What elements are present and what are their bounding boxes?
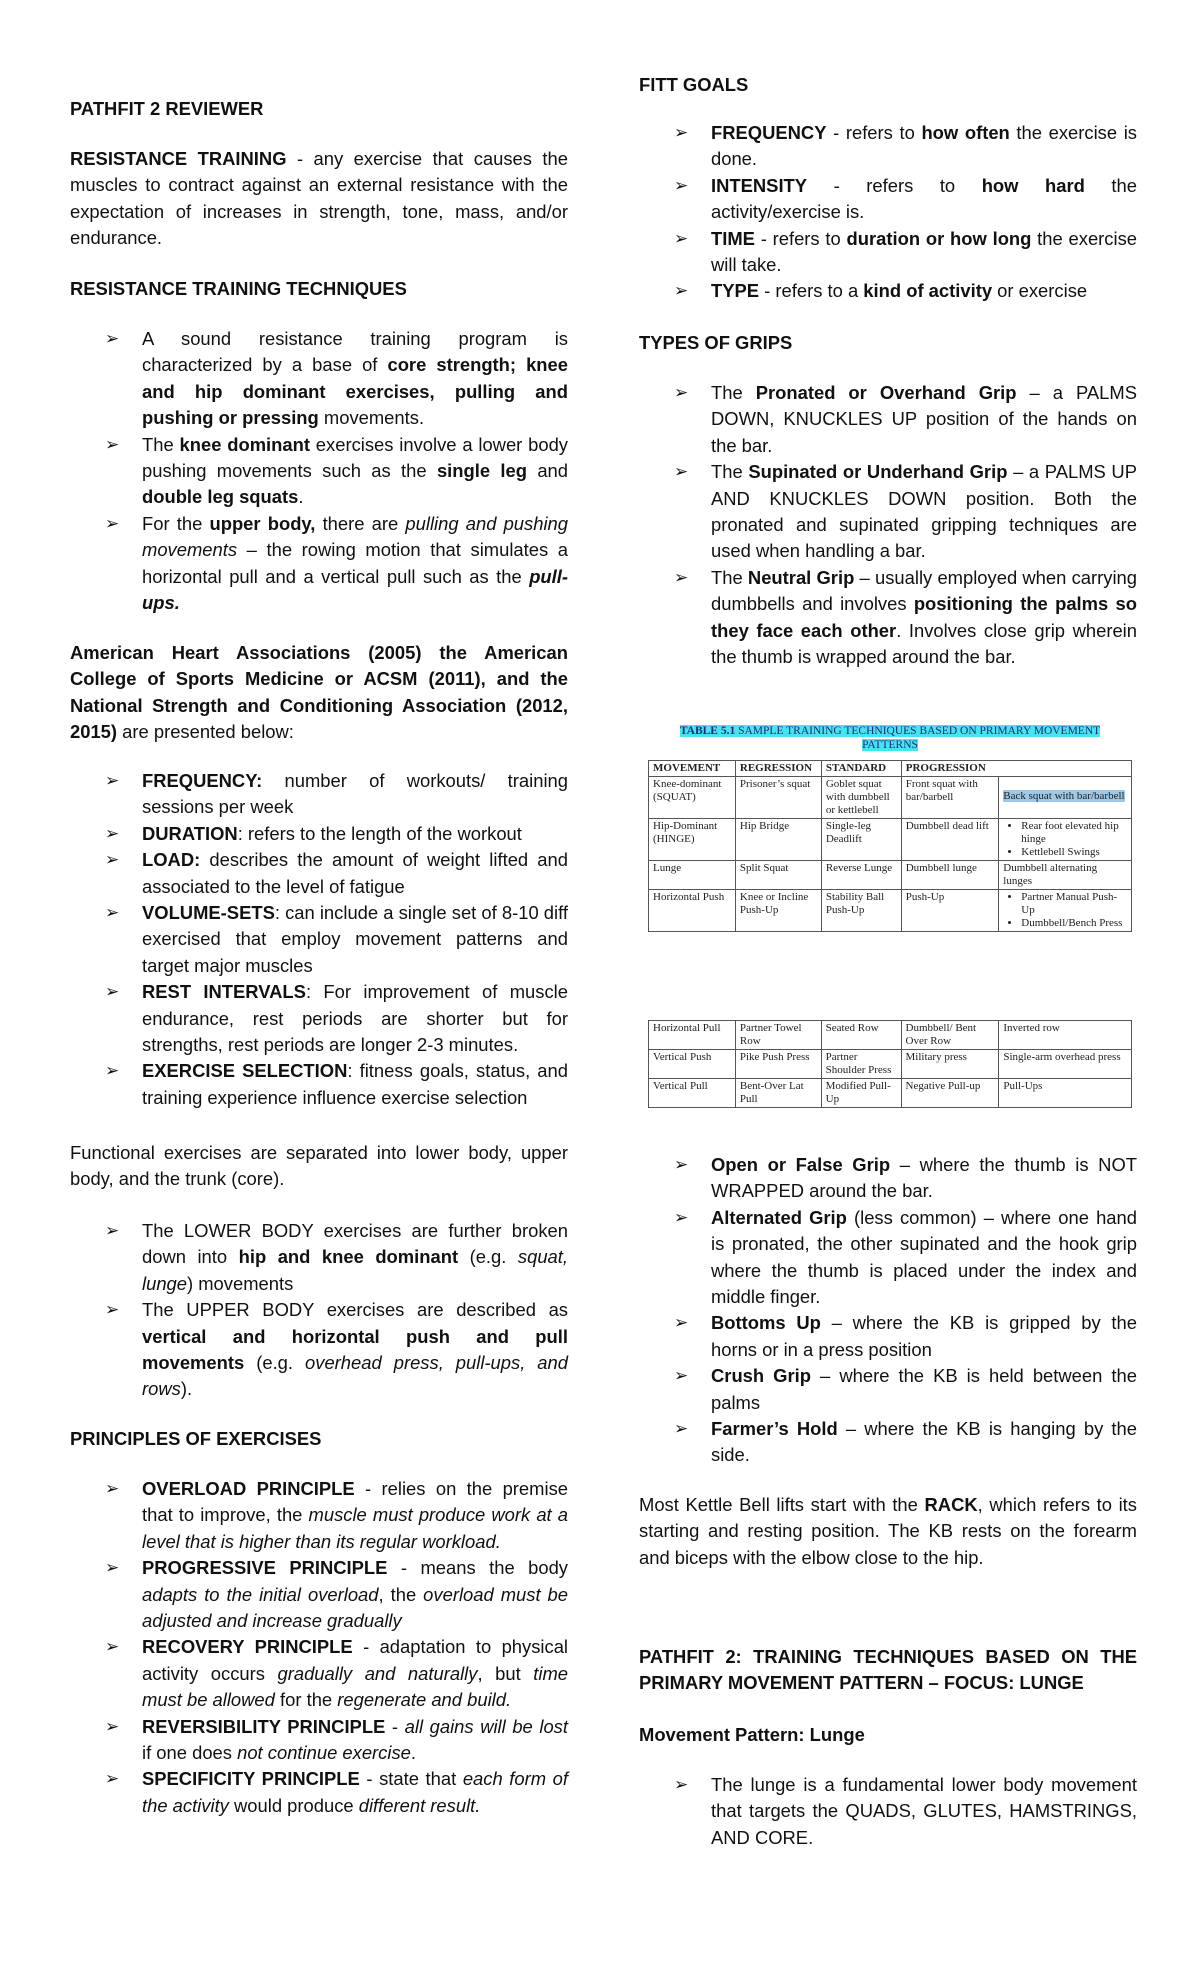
table-cell: Dumbbell alternating lunges [999, 861, 1132, 890]
arrow-bullet-icon: ➢ [105, 1716, 120, 1736]
table-cell [999, 777, 1132, 819]
list-item: ➢ Farmer’s Hold – where the KB is hanging by the side. [674, 1418, 1137, 1466]
list-item: ➢ The Supinated or Underhand Grip – a PALMS UP AND KNUCKLES DOWN position. Both the pronated and supinated gripping techniques are used when handling a bar. [674, 461, 1137, 562]
list-item: • Partner Manual Push-Up [1021, 891, 1127, 917]
arrow-bullet-icon: ➢ [105, 1479, 120, 1498]
arrow-bullet-icon: ➢ [105, 1061, 120, 1081]
arrow-bullet-icon: ➢ [105, 434, 120, 454]
principles-heading: PRINCIPLES OF EXERCISES [70, 1428, 322, 1449]
arrow-bullet-icon: ➢ [105, 513, 120, 533]
list-item: ➢ SPECIFICITY PRINCIPLE - state that each form of the activity would produce different result. [105, 1768, 569, 1816]
techniques-heading: RESISTANCE TRAINING TECHNIQUES [70, 278, 407, 299]
table-cell: Stability Ball Push-Up [821, 890, 901, 932]
table-cell: Horizontal Pull [649, 1021, 736, 1050]
grips-heading: TYPES OF GRIPS [639, 332, 793, 353]
arrow-bullet-icon: ➢ [674, 1155, 689, 1174]
list-item: ➢ REST INTERVALS: For improvement of muscle endurance, rest periods are shorter but for strengths, rest periods are longer 2-3 minutes. [105, 981, 568, 1056]
table-row [649, 1079, 1132, 1108]
movement-table [648, 760, 1132, 932]
table-cell: Hip Bridge [735, 819, 821, 861]
movement-pattern-heading: Movement Pattern: Lunge [639, 1724, 865, 1745]
arrow-bullet-icon: ➢ [674, 228, 689, 248]
arrow-bullet-icon: ➢ [105, 329, 120, 348]
arrow-bullet-icon: ➢ [674, 1207, 689, 1227]
resistance-training-definition: RESISTANCE TRAINING - any exercise that causes the muscles to contract against an external resistance with the expectation of increases in strength, tone, mass, and/or endurance. [70, 148, 568, 249]
list-item: ➢ OVERLOAD PRINCIPLE - relies on the premise that to improve, the muscle must produce work at a level that is higher than its regular workload. [105, 1478, 568, 1552]
principles-list [70, 1476, 568, 1819]
table-caption: TABLE 5.1 SAMPLE TRAINING TECHNIQUES BASED ON PRIMARY MOVEMENT PATTERNS [679, 725, 1101, 751]
fitt-heading: FITT GOALS [639, 74, 749, 95]
table-cell: Dumbbell dead lift [901, 819, 999, 861]
table-row [649, 777, 1132, 819]
more-grips-list [639, 1152, 1137, 1469]
table-cell: Reverse Lunge [821, 861, 901, 890]
arrow-bullet-icon: ➢ [674, 1366, 689, 1386]
list-item: ➢ The lunge is a fundamental lower body movement that targets the QUADS, GLUTES, HAMSTRINGS, AND CORE. [674, 1774, 1137, 1848]
table-cell: Hip-Dominant (HINGE) [649, 819, 736, 861]
table-header-cell: MOVEMENT [649, 761, 736, 777]
list-item: ➢ The Pronated or Overhand Grip – a PALMS DOWN, KNUCKLES UP position of the hands on the bar. [674, 382, 1137, 456]
list-item: • Rear foot elevated hip hinge [1021, 820, 1127, 846]
arrow-bullet-icon: ➢ [674, 1775, 689, 1794]
list-item: ➢ FREQUENCY: number of workouts/ training sessions per week [105, 770, 568, 818]
table-header-cell: REGRESSION [735, 761, 821, 777]
body-exercises-list [70, 1218, 568, 1403]
arrow-bullet-icon: ➢ [105, 982, 120, 1002]
table-cell [999, 890, 1132, 932]
table-cell: Pull-Ups [999, 1079, 1132, 1108]
arrow-bullet-icon: ➢ [105, 1300, 120, 1320]
lunge-list [639, 1772, 1137, 1851]
table-cell: Single-leg Deadlift [821, 819, 901, 861]
arrow-bullet-icon: ➢ [674, 383, 689, 402]
table-header-row [649, 761, 1132, 777]
list-item: ➢ The knee dominant exercises involve a lower body pushing movements such as the single leg and double leg squats. [105, 433, 569, 508]
arrow-bullet-icon: ➢ [674, 462, 689, 482]
list-item: • Dumbbell/Bench Press [1021, 917, 1127, 930]
aha-intro: American Heart Associations (2005) the American College of Sports Medicine or ACSM (2011), and the National Strength and Conditioning Association (2012, 2015) are presented below: [70, 642, 568, 743]
list-item: ➢ DURATION: refers to the length of the workout [70, 821, 568, 847]
table-cell: Knee or Incline Push-Up [735, 890, 821, 932]
table-cell: Modified Pull-Up [821, 1079, 901, 1108]
arrow-bullet-icon: ➢ [674, 1313, 689, 1333]
functional-exercises-text: Functional exercises are separated into lower body, upper body, and the trunk (core). [70, 1142, 568, 1190]
list-item: ➢ FREQUENCY - refers to how often the exercise is done. [674, 122, 1137, 170]
cell-bullet-list [1003, 820, 1127, 859]
list-item: ➢ TYPE - refers to a kind of activity or exercise [639, 278, 1137, 304]
table-cell: Vertical Push [649, 1050, 736, 1079]
table-cell: Partner Shoulder Press [821, 1050, 901, 1079]
table-header-cell: PROGRESSION [901, 761, 1131, 777]
table-row [649, 1050, 1132, 1079]
list-item: ➢ For the upper body, there are pulling and pushing movements – the rowing motion that simulates a horizontal pull and a vertical pull such as the pull-ups. [105, 512, 569, 614]
arrow-bullet-icon: ➢ [105, 771, 120, 790]
list-item: ➢ Open or False Grip – where the thumb is NOT WRAPPED around the bar. [674, 1154, 1137, 1202]
arrow-bullet-icon: ➢ [105, 850, 120, 870]
table-cell: Single-arm overhead press [999, 1050, 1132, 1079]
list-item: • Kettlebell Swings [1021, 846, 1127, 859]
grips-list [639, 380, 1137, 670]
table-row [649, 819, 1132, 861]
arrow-bullet-icon: ➢ [105, 1558, 120, 1578]
table-cell: Split Squat [735, 861, 821, 890]
lunge-section-heading: PATHFIT 2: TRAINING TECHNIQUES BASED ON THE PRIMARY MOVEMENT PATTERN – FOCUS: LUNGE [639, 1646, 1137, 1694]
table-cell: Horizontal Push [649, 890, 736, 932]
list-item: ➢ RECOVERY PRINCIPLE - adaptation to physical activity occurs gradually and naturally, but time must be allowed for the regenerate and build. [105, 1636, 569, 1711]
table-cell: Vertical Pull [649, 1079, 736, 1108]
arrow-bullet-icon: ➢ [674, 123, 689, 142]
doc-title: PATHFIT 2 REVIEWER [70, 98, 264, 119]
guidelines-list [70, 768, 568, 1111]
table-cell: Seated Row [821, 1021, 901, 1050]
table-cell: Lunge [649, 861, 736, 890]
arrow-bullet-icon: ➢ [105, 1637, 120, 1657]
cell-bullet-list [1003, 891, 1127, 930]
table-cell [999, 819, 1132, 861]
arrow-bullet-icon: ➢ [674, 567, 689, 587]
arrow-bullet-icon: ➢ [105, 1221, 120, 1240]
arrow-bullet-icon: ➢ [105, 903, 120, 923]
list-item: ➢ EXERCISE SELECTION: fitness goals, status, and training experience influence exercise selection [105, 1060, 568, 1108]
list-item: ➢ The UPPER BODY exercises are described as vertical and horizontal push and pull movements (e.g. overhead press, pull-ups, and rows). [105, 1299, 568, 1400]
table-cell: Push-Up [901, 890, 999, 932]
list-item: ➢ The Neutral Grip – usually employed when carrying dumbbells and involves positioning the palms so they face each other. Involves close grip wherein the thumb is wrapped around the bar. [674, 566, 1137, 668]
table-cell: Military press [901, 1050, 999, 1079]
list-item: ➢ The LOWER BODY exercises are further broken down into hip and knee dominant (e.g. squat, lunge) movements [105, 1220, 568, 1294]
highlighted-cell-text: Back squat with bar/barbell [1003, 790, 1125, 802]
list-item: ➢ LOAD: describes the amount of weight lifted and associated to the level of fatigue [105, 849, 568, 897]
list-item: ➢ Bottoms Up – where the KB is gripped by the horns or in a press position [674, 1312, 1137, 1360]
list-item: ➢ Crush Grip – where the KB is held between the palms [674, 1365, 1137, 1413]
list-item: ➢ INTENSITY - refers to how hard the activity/exercise is. [674, 174, 1137, 223]
table-cell: Prisoner’s squat [735, 777, 821, 819]
list-item: ➢ A sound resistance training program is characterized by a base of core strength; knee and hip dominant exercises, pulling and pushing or pressing movements. [105, 328, 568, 429]
arrow-bullet-icon: ➢ [674, 281, 689, 301]
arrow-bullet-icon: ➢ [674, 1419, 689, 1439]
table-row [649, 1021, 1132, 1050]
table-cell: Dumbbell/ Bent Over Row [901, 1021, 999, 1050]
techniques-list [70, 326, 568, 616]
table-cell: Pike Push Press [735, 1050, 821, 1079]
table-cell: Inverted row [999, 1021, 1132, 1050]
table-cell: Partner Towel Row [735, 1021, 821, 1050]
list-item: ➢ VOLUME-SETS: can include a single set of 8-10 diff exercised that employ movement patterns and target major muscles [105, 902, 568, 976]
table-cell: Dumbbell lunge [901, 861, 999, 890]
arrow-bullet-icon: ➢ [105, 1769, 120, 1789]
list-item: ➢ PROGRESSIVE PRINCIPLE - means the body adapts to the initial overload, the overload must be adjusted and increase gradually [105, 1557, 568, 1632]
table-cell: Negative Pull-up [901, 1079, 999, 1108]
table-header-cell: STANDARD [821, 761, 901, 777]
list-item: ➢ REVERSIBILITY PRINCIPLE - all gains will be lost if one does not continue exercise. [105, 1715, 568, 1764]
table-cell: Front squat with bar/barbell [901, 777, 999, 819]
table-cell: Knee-dominant (SQUAT) [649, 777, 736, 819]
movement-table-continued [648, 1020, 1132, 1108]
rack-paragraph: Most Kettle Bell lifts start with the RACK, which refers to its starting and resting position. The KB rests on the forearm and biceps with the elbow close to the hip. [639, 1494, 1137, 1568]
table-row [649, 861, 1132, 890]
arrow-bullet-icon: ➢ [674, 175, 689, 195]
table-row [649, 890, 1132, 932]
table-cell: Goblet squat with dumbbell or kettlebell [821, 777, 901, 819]
list-item: ➢ TIME - refers to duration or how long the exercise will take. [674, 227, 1138, 276]
table-cell: Bent-Over Lat Pull [735, 1079, 821, 1108]
fitt-list [639, 120, 1137, 305]
list-item: ➢ Alternated Grip (less common) – where one hand is pronated, the other supinated and the hook grip where the thumb is placed under the index and middle finger. [674, 1206, 1137, 1308]
arrow-bullet-icon: ➢ [105, 823, 120, 843]
